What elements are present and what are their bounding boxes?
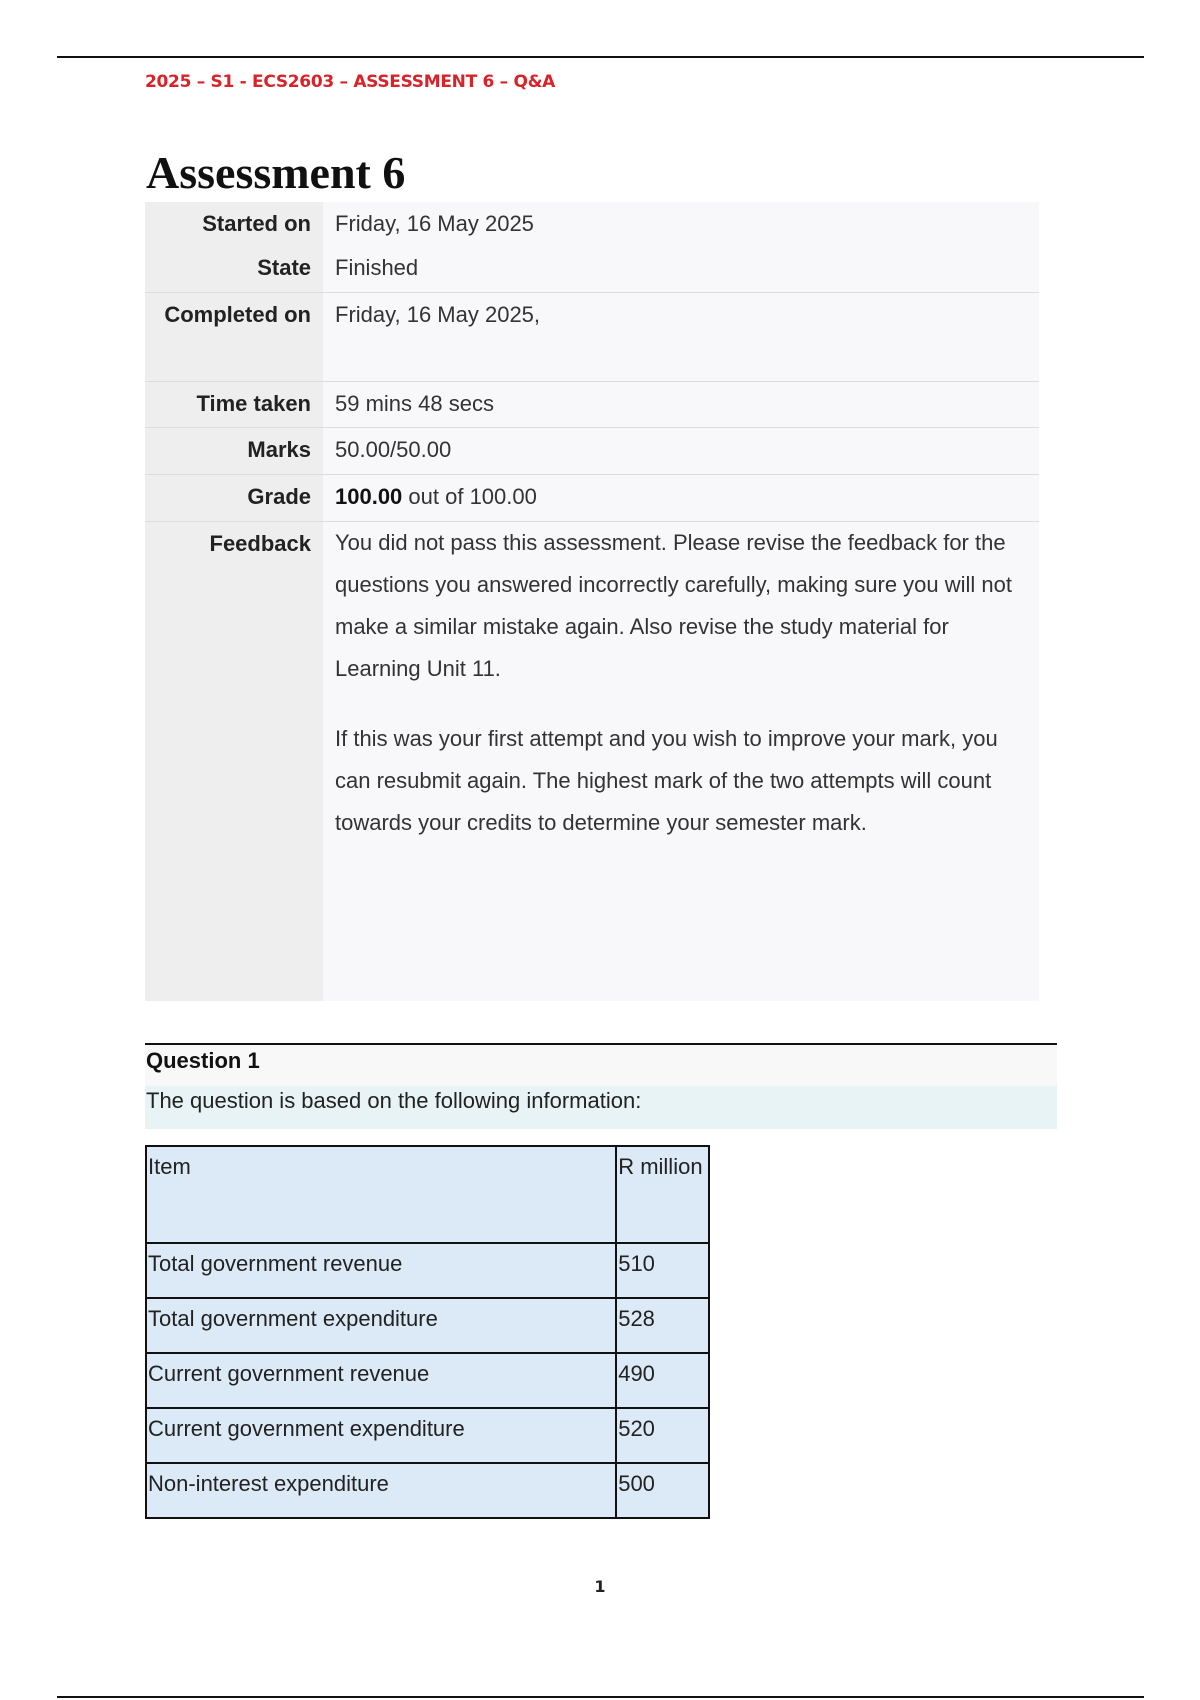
question-data-table — [145, 1145, 710, 1519]
question-intro: The question is based on the following information: — [145, 1086, 1057, 1129]
feedback-paragraph: You did not pass this assessment. Please revise the feedback for the questions you answered incorrectly carefully, making sure you will not make a similar mistake again. Also revise the study material for Learning Unit 11. — [335, 530, 1013, 681]
summary-row-completed — [145, 293, 1039, 382]
page-title: Assessment 6 — [146, 147, 406, 198]
summary-row-grade — [145, 475, 1039, 522]
table-cell-item: Total government revenue — [146, 1243, 616, 1298]
attempt-summary-table — [145, 202, 1039, 1001]
marks-label: Marks — [145, 428, 323, 475]
question-heading: Question 1 — [145, 1045, 1057, 1086]
table-cell-value: 520 — [616, 1408, 709, 1463]
table-cell-item: Current government expenditure — [146, 1408, 616, 1463]
table-cell-value: 490 — [616, 1353, 709, 1408]
grade-out-of: out of 100.00 — [402, 484, 537, 509]
table-cell-value: 500 — [616, 1463, 709, 1518]
state-label: State — [145, 246, 323, 293]
table-cell-value: 510 — [616, 1243, 709, 1298]
table-row — [146, 1463, 709, 1518]
course-header-label: 2025 – S1 - ECS2603 – ASSESSMENT 6 – Q&A — [145, 72, 556, 92]
column-header-item: Item — [146, 1146, 616, 1243]
summary-row-marks — [145, 428, 1039, 475]
table-row — [146, 1408, 709, 1463]
feedback-text — [323, 522, 1039, 1002]
grade-label: Grade — [145, 475, 323, 522]
table-cell-item: Non-interest expenditure — [146, 1463, 616, 1518]
summary-row-time-taken — [145, 382, 1039, 428]
summary-row-state — [145, 246, 1039, 293]
table-row — [146, 1353, 709, 1408]
table-cell-item: Total government expenditure — [146, 1298, 616, 1353]
page-number: 1 — [594, 1577, 606, 1596]
completed-on-value: Friday, 16 May 2025, — [323, 293, 1039, 382]
table-row — [146, 1243, 709, 1298]
time-taken-value: 59 mins 48 secs — [323, 382, 1039, 428]
state-value: Finished — [323, 246, 1039, 293]
bottom-rule — [57, 1696, 1144, 1698]
column-header-value: R million — [616, 1146, 709, 1243]
summary-row-started — [145, 202, 1039, 246]
top-rule — [57, 56, 1144, 58]
summary-row-feedback — [145, 522, 1039, 1002]
table-cell-item: Current government revenue — [146, 1353, 616, 1408]
started-on-value: Friday, 16 May 2025 — [323, 202, 1039, 246]
feedback-label: Feedback — [145, 522, 323, 1002]
feedback-paragraph: If this was your first attempt and you wish to improve your mark, you can resubmit again. The highest mark of the two attempts will count towards your credits to determine your semester mark. — [335, 726, 998, 835]
table-cell-value: 528 — [616, 1298, 709, 1353]
table-header-row — [146, 1146, 709, 1243]
grade-value — [323, 475, 1039, 522]
marks-value: 50.00/50.00 — [323, 428, 1039, 475]
time-taken-label: Time taken — [145, 382, 323, 428]
completed-on-label: Completed on — [145, 293, 323, 382]
grade-score: 100.00 — [335, 484, 403, 509]
started-on-label: Started on — [145, 202, 323, 246]
table-row — [146, 1298, 709, 1353]
